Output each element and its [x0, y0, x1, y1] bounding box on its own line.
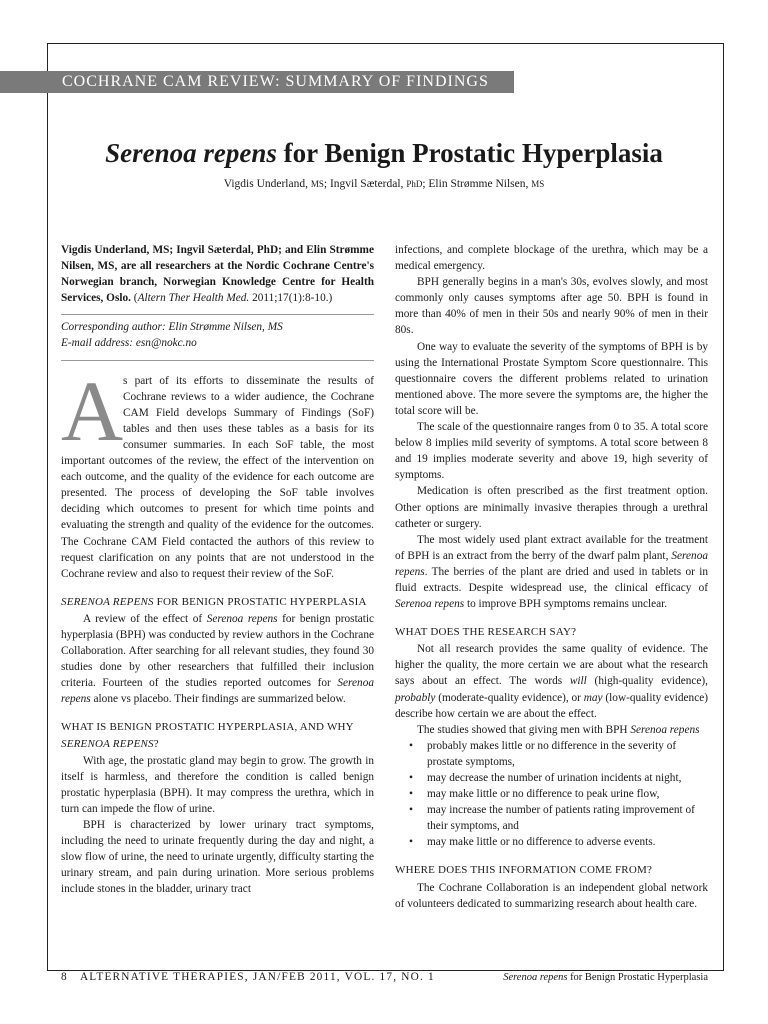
running-title-rest: for Benign Prostatic Hyperplasia — [567, 972, 708, 983]
journal-name: ALTERNATIVE THERAPIES, JAN/FEB 2011, VOL. 17, NO. 1 — [79, 971, 435, 983]
bph-paragraph-1: With age, the prostatic gland may begin to grow. The growth in itself is harmless, and therefore the condition is called benign prostatic hyperplasia (BPH). It may compress the urethra, which in turn can impede the flow of urine. — [61, 754, 374, 815]
bph-paragraph-2: BPH is characterized by lower urinary tract symptoms, including the need to urinate frequently during the day and night, a slow flow of urine, the need to urinate urgently, difficulty starting the urinary stream, and pain during urination. More serious problems include stones in the bladder, urinary tract — [61, 819, 374, 896]
list-item: • may increase the number of patients rating improvement of their symptoms, and — [405, 802, 708, 834]
citation-ref: 2011;17(1):8-10.) — [249, 292, 333, 305]
affiliation — [61, 242, 374, 306]
heading-serenoa-italic: SERENOA REPENS — [61, 595, 154, 608]
right-column — [395, 242, 708, 912]
source-paragraph: The Cochrane Collaboration is an independent global network of volunteers dedicated to summarizing research about health care. — [395, 881, 708, 910]
byline-author-1: Vigdis Underland, — [223, 178, 311, 190]
list-item: • probably makes little or no difference in the severity of prostate symptoms, — [405, 738, 708, 770]
citation: (Altern Ther Health Med. 2011;17(1):8-10.) — [133, 292, 333, 305]
page-number: 8 — [61, 971, 68, 983]
intro-paragraph — [61, 362, 374, 582]
banner-label: COCHRANE CAM REVIEW: SUMMARY OF FINDINGS — [62, 73, 489, 90]
byline-degree-2: PhD — [406, 179, 423, 189]
title-rest: for Benign Prostatic Hyperplasia — [276, 138, 663, 168]
drop-cap: A — [61, 362, 124, 459]
byline-author-3: ; Elin Strømme Nilsen, — [422, 178, 532, 190]
heading-what-is-bph: WHAT IS BENIGN PROSTATIC HYPERPLASIA, AND WHY SERENOA REPENS? — [61, 721, 354, 750]
list-item: • may make little or no difference to peak urine flow, — [405, 786, 708, 802]
bph-paragraph-3: BPH generally begins in a man's 30s, evolves slowly, and most commonly only causes symptoms after age 50. BPH is found in more than 40% of men in their 50s and nearly 90% of men in their 80s. — [395, 276, 708, 337]
findings-list — [405, 738, 708, 851]
list-item: • may decrease the number of urination incidents at night, — [405, 770, 708, 786]
citation-journal: Altern Ther Health Med. — [137, 292, 250, 305]
byline-degree-3: MS — [531, 179, 545, 189]
heading-source: WHERE DOES THIS INFORMATION COME FROM? — [395, 864, 653, 877]
running-title — [503, 972, 708, 983]
footer-journal — [61, 971, 435, 983]
intro-text: s part of its efforts to disseminate the results of Cochrane reviews to a wider audience, the Cochrane CAM Field develops Summary of Findings (SoF) tables and then uses these tables as a basis for its consumer summaries. In each SoF table, the most important outcomes of the review, the effect of the intervention on each outcome, and the quality of the evidence for each outcome are presented. The process of developing the SoF table involves deciding which outcomes to present for which time points and evaluating the strength and quality of the evidence for the outcomes. The Cochrane CAM Field contacted the authors of this review to request clarification on any points that are not understood in the Cochrane review and also to request their review of the SoF. — [61, 374, 374, 580]
bph-paragraph-2-cont: infections, and complete blockage of the urethra, which may be a medical emergency. — [395, 244, 708, 273]
heading-serenoa-rest: FOR BENIGN PROSTATIC HYPERPLASIA — [153, 595, 367, 608]
affiliation-text: Vigdis Underland, MS; Ingvil Sæterdal, PhD; and Elin Strømme Nilsen, MS, are all researchers at the Nordic Cochrane Centre's Norwegian branch, Norwegian Knowledge Centre for Health Services, Oslo. — [61, 244, 374, 305]
running-title-italic: Serenoa repens — [503, 972, 568, 983]
research-paragraph: Not all research provides the same quality of evidence. The higher the quality, the more certain we are about what the research says about an effect. The words will (high-quality evidence), probably (moderate-quality evidence), or may (low-quality evidence) describe how certain we are about the effect. — [395, 643, 708, 720]
heading-serenoa-bph — [61, 594, 374, 610]
bph-paragraph-6: Medication is often prescribed as the first treatment option. Other options are minimally invasive therapies through a urethral catheter or surgery. — [395, 485, 708, 530]
affiliation-rule — [61, 314, 374, 315]
bph-paragraph-5: The scale of the questionnaire ranges from 0 to 35. A total score below 8 implies mild severity of symptoms. A total score between 8 and 19 implies moderate severity and above 19, high severity of symptoms. — [395, 421, 708, 482]
corresponding-rule — [61, 360, 374, 361]
list-item: • may make little or no difference to adverse events. — [405, 834, 708, 850]
title-italic: Serenoa repens — [105, 138, 277, 168]
byline-author-2: ; Ingvil Sæterdal, — [323, 178, 407, 190]
corresponding-author: Corresponding author: Elin Strømme Nilsen, MS — [61, 321, 283, 334]
byline — [0, 178, 768, 190]
corresponding-email: E-mail address: esn@nokc.no — [61, 337, 197, 350]
byline-degree-1: MS — [310, 179, 324, 189]
studies-intro: The studies showed that giving men with BPH Serenoa repens — [417, 723, 700, 736]
heading-research: WHAT DOES THE RESEARCH SAY? — [395, 626, 577, 639]
article-title — [0, 138, 768, 169]
bph-paragraph-7: The most widely used plant extract available for the treatment of BPH is an extract from the berry of the dwarf palm plant, Serenoa repens. The berries of the plant are dried and used in tablets or in fluid extracts. Despite widespread use, the clinical efficacy of Serenoa repens to improve BPH symptoms remains unclear. — [395, 533, 708, 611]
bph-paragraph-4: One way to evaluate the severity of the symptoms of BPH is by using the International Prostate Symptom Score questionnaire. This questionnaire covers the different problems related to urination mentioned above. The more severe the symptoms are, the higher the total score will be. — [395, 340, 708, 417]
review-paragraph: A review of the effect of Serenoa repens for benign prostatic hyperplasia (BPH) was conducted by review authors in the Cochrane Collaboration. After searching for all relevant studies, they found 30 studies done by other researchers that fulfilled their inclusion criteria. Fourteen of the studies reported outcomes for Serenoa repens alone vs placebo. Their findings are summarized below. — [61, 612, 375, 706]
left-column — [61, 242, 374, 897]
